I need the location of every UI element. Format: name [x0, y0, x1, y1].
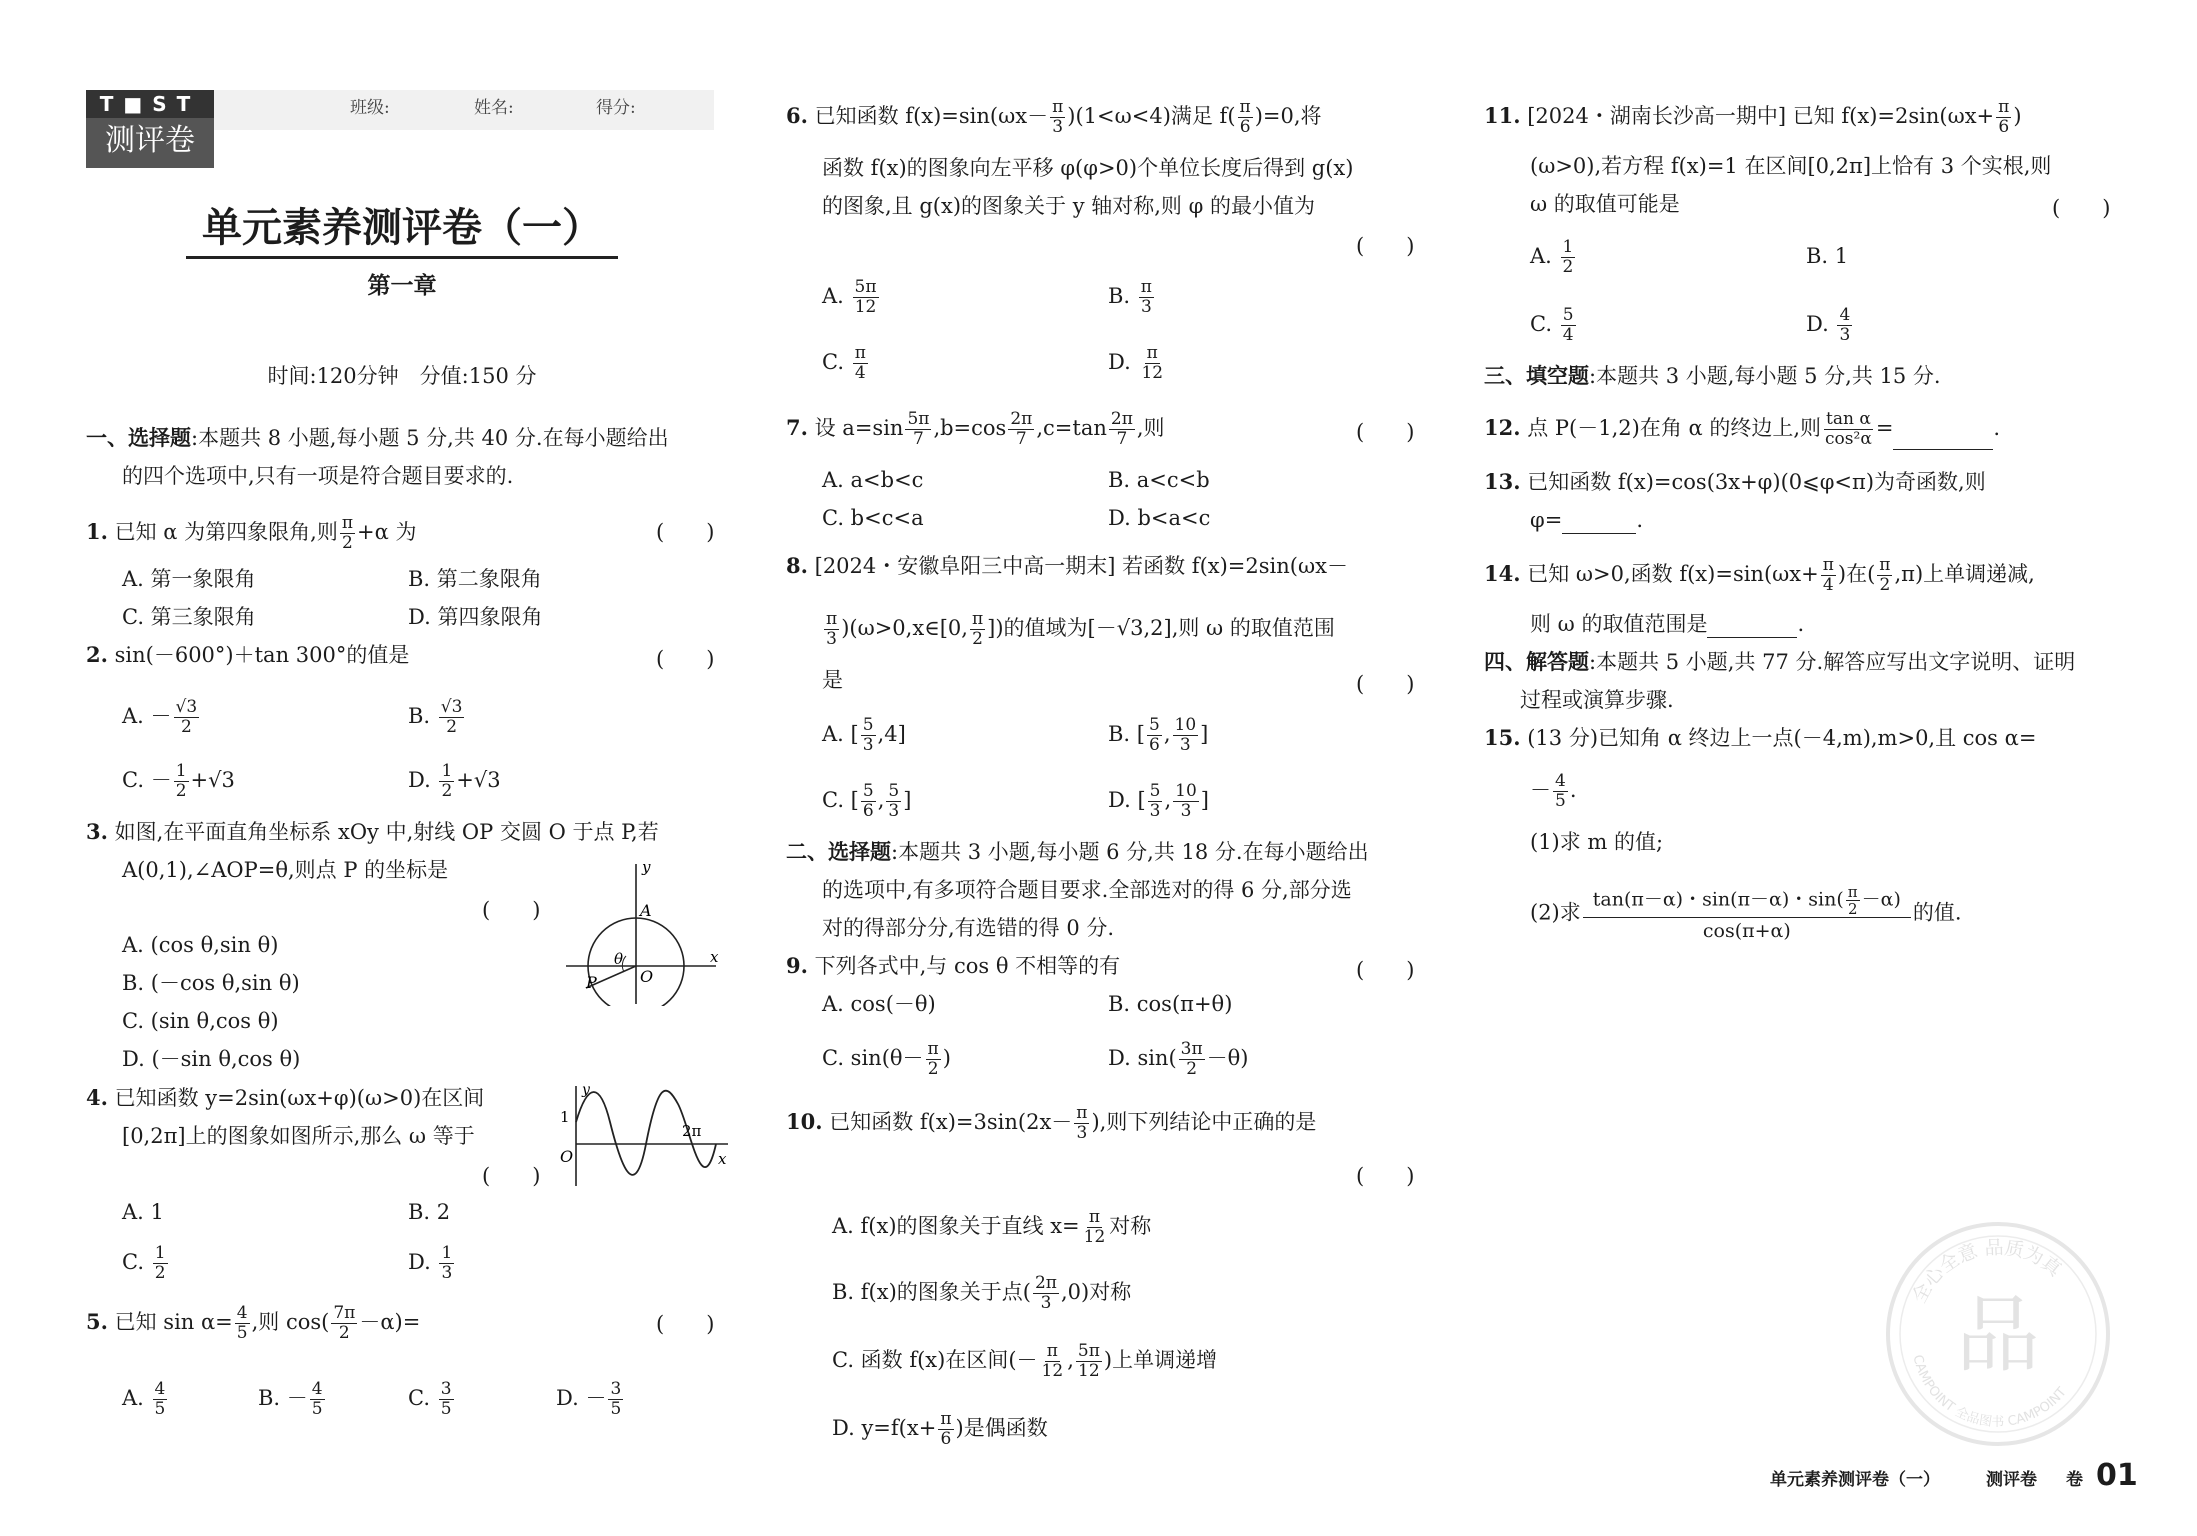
q10-option-d[interactable]: D. y=f(x+ $\frac{\pi}{6}$ )是偶函数: [832, 1409, 1048, 1449]
q2-answer-paren[interactable]: ( ): [656, 647, 715, 671]
q7-stem: 7. 设 a=sin $\frac{5\pi}{7}$ ,b=cos $\frac{2\pi}{7}$ ,c=tan $\frac{2\pi}{7}$ ,则: [786, 409, 1165, 449]
q3-fig-label-x: x: [710, 948, 719, 966]
q6-option-d[interactable]: D. $\frac{\pi}{12}$: [1108, 343, 1164, 383]
q5-option-a[interactable]: A. $\frac{4}{5}$: [122, 1379, 166, 1419]
q5-option-d[interactable]: D. － $\frac{3}{5}$: [556, 1379, 622, 1419]
q7-answer-paren[interactable]: ( ): [1356, 420, 1415, 444]
q2-option-a[interactable]: A. － $\frac{√3}{2}$: [122, 697, 198, 737]
q8-option-c[interactable]: C. [ $\frac{5}{6}$ , $\frac{5}{3}$ ]: [822, 781, 912, 821]
q8-stem-line2: $\frac{\pi}{3}$ )(ω>0,x∈[0, $\frac{\pi}{2}$ ])的值域为[－√3,2],则 ω 的取值范围: [826, 609, 1335, 649]
q5-option-b[interactable]: B. － $\frac{4}{5}$: [258, 1379, 323, 1419]
q14-answer-blank[interactable]: [1707, 618, 1797, 638]
section-2-text-line2: 的选项中,有多项符合题目要求.全部选对的得 6 分,部分选: [822, 878, 1352, 902]
q4-answer-paren[interactable]: ( ): [482, 1164, 541, 1188]
q14-stem-line1: 14. 已知 ω>0,函数 f(x)=sin(ωx+ $\frac{\pi}{4}$ )在( $\frac{\pi}{2}$ ,π)上单调递减,: [1484, 555, 2035, 595]
q6-option-c[interactable]: C. $\frac{\pi}{4}$: [822, 343, 866, 383]
q11-stem-line1: 11. [2024・湖南长沙高一期中] 已知 f(x)=2sin(ωx+ $\frac{\pi}{6}$ ): [1484, 97, 2022, 137]
header-logo: [86, 90, 214, 168]
q4-stem-line2: [0,2π]上的图象如图所示,那么 ω 等于: [122, 1124, 475, 1148]
q10-stem: 10. 已知函数 f(x)=3sin(2x－ $\frac{\pi}{3}$ ),则下列结论中正确的是: [786, 1103, 1317, 1143]
q9-option-a[interactable]: A. cos(－θ): [822, 992, 936, 1016]
q3-fig-label-theta: θ: [614, 950, 624, 968]
q11-answer-paren[interactable]: ( ): [2052, 196, 2111, 220]
q11-stem-line3: ω 的取值可能是: [1530, 192, 1680, 216]
class-label: 班级:: [350, 98, 390, 118]
q8-stem-line1: 8. [2024・安徽阜阳三中高一期末] 若函数 f(x)=2sin(ωx－: [786, 553, 1348, 578]
q3-fig-label-o: O: [640, 967, 654, 986]
q9-option-b[interactable]: B. cos(π+θ): [1108, 992, 1233, 1016]
q4-sine-graph-figure: [556, 1082, 732, 1188]
page-title: 单元素养测评卷（一）: [186, 200, 618, 259]
q15-expression: tan(π－α)・sin(π－α)・sin( $\frac{\pi}{2}$ －α) cos(π+α): [1583, 884, 1911, 944]
q3-option-a[interactable]: A. (cos θ,sin θ): [122, 933, 279, 957]
q11-option-b[interactable]: B. 1: [1806, 244, 1849, 268]
q10-option-a[interactable]: A. f(x)的图象关于直线 x= $\frac{\pi}{12}$ 对称: [832, 1207, 1152, 1247]
q1-option-c[interactable]: C. 第三象限角: [122, 605, 256, 629]
q2-option-c[interactable]: C. － $\frac{1}{2}$ +√3: [122, 761, 235, 801]
q10-option-b[interactable]: B. f(x)的图象关于点( $\frac{2\pi}{3}$ ,0)对称: [832, 1273, 1132, 1313]
q1-option-d[interactable]: D. 第四象限角: [408, 605, 543, 629]
q7-option-c[interactable]: C. b<c<a: [822, 506, 924, 530]
q9-option-c[interactable]: C. sin(θ－ $\frac{\pi}{2}$ ): [822, 1039, 951, 1079]
q11-option-c[interactable]: C. $\frac{5}{4}$: [1530, 305, 1574, 345]
stamp-bottom-text: CAMPOINT 全品图书 CAMPOINT: [1909, 1353, 2070, 1431]
q8-answer-paren[interactable]: ( ): [1356, 672, 1415, 696]
q6-stem-line2: 函数 f(x)的图象向左平移 φ(φ>0)个单位长度后得到 g(x): [822, 156, 1354, 180]
q11-stem-line2: (ω>0),若方程 f(x)=1 在区间[0,2π]上恰有 3 个实根,则: [1530, 154, 2052, 178]
section-1-text: 的四个选项中,只有一项是符合题目要求的.: [122, 464, 514, 488]
time-info: 时间:120分钟 分值:150 分: [267, 364, 537, 388]
q11-option-d[interactable]: D. $\frac{4}{3}$: [1806, 305, 1851, 345]
q1-answer-paren[interactable]: ( ): [656, 520, 715, 544]
q9-answer-paren[interactable]: ( ): [1356, 958, 1415, 982]
q3-stem-line1: 3. 如图,在平面直角坐标系 xOy 中,射线 OP 交圆 O 于点 P,若: [86, 819, 659, 844]
q5-stem: 5. 已知 sin α= $\frac{4}{5}$ ,则 cos( $\frac{7\pi}{2}$ －α)=: [86, 1303, 421, 1343]
q13-stem-line2: φ= .: [1530, 508, 1643, 532]
q2-option-d[interactable]: D. $\frac{1}{2}$ +√3: [408, 761, 501, 801]
q7-option-d[interactable]: D. b<a<c: [1108, 506, 1211, 530]
logo-top-band: T■ST: [86, 90, 214, 118]
section-2-text-line3: 对的得部分分,有选错的得 0 分.: [822, 916, 1115, 940]
q3-option-b[interactable]: B. (－cos θ,sin θ): [122, 971, 300, 995]
q9-stem: 9. 下列各式中,与 cos θ 不相等的有: [786, 953, 1121, 978]
q4-option-d[interactable]: D. $\frac{1}{3}$: [408, 1243, 453, 1283]
footer-logo: 测评卷: [1986, 1470, 2037, 1490]
q12-answer-blank[interactable]: [1893, 430, 1993, 450]
stamp-center-glyph: 品: [1955, 1286, 2041, 1384]
q6-answer-paren[interactable]: ( ): [1356, 234, 1415, 258]
q14-stem-line2: 则 ω 的取值范围是 .: [1530, 612, 1805, 636]
q4-stem-line1: 4. 已知函数 y=2sin(ωx+φ)(ω>0)在区间: [86, 1085, 485, 1110]
q7-option-a[interactable]: A. a<b<c: [822, 468, 924, 492]
section-4-text-line2: 过程或演算步骤.: [1520, 688, 1674, 712]
q2-stem: 2. sin(－600°)＋tan 300°的值是: [86, 642, 410, 667]
q4-option-b[interactable]: B. 2: [408, 1200, 451, 1224]
q7-option-b[interactable]: B. a<c<b: [1108, 468, 1210, 492]
q3-fig-label-a: A: [640, 901, 652, 920]
q1-option-b[interactable]: B. 第二象限角: [408, 567, 542, 591]
watermark-stamp: [1882, 1218, 2114, 1450]
q10-answer-paren[interactable]: ( ): [1356, 1164, 1415, 1188]
q10-option-c[interactable]: C. 函数 f(x)在区间(－ $\frac{\pi}{12}$ , $\frac{5\pi}{12}$ )上单调递增: [832, 1341, 1218, 1381]
q3-option-c[interactable]: C. (sin θ,cos θ): [122, 1009, 279, 1033]
q4-fig-label-y: y: [582, 1082, 590, 1098]
section-2-heading: 二、选择题:本题共 3 小题,每小题 6 分,共 18 分.在每小题给出: [786, 839, 1369, 864]
section-4-heading: 四、解答题:本题共 5 小题,共 77 分.解答应写出文字说明、证明: [1484, 649, 2076, 674]
q6-stem-line1: 6. 已知函数 f(x)=sin(ωx－ $\frac{\pi}{3}$ )(1<ω<4)满足 f( $\frac{\pi}{6}$ )=0,将: [786, 97, 1322, 137]
logo-bottom: 测评卷: [86, 118, 214, 164]
page-number: 01: [2096, 1458, 2138, 1493]
q6-option-a[interactable]: A. $\frac{5\pi}{12}$: [822, 277, 877, 317]
q3-fig-label-y: y: [642, 858, 651, 876]
footer-title: 单元素养测评卷（一）: [1770, 1470, 1940, 1490]
chapter-title: 第一章: [367, 273, 437, 299]
q15-part-2: (2)求 tan(π－α)・sin(π－α)・sin( $\frac{\pi}{2}$ －α) cos(π+α) 的值.: [1530, 883, 1962, 942]
q3-fig-label-p: P: [586, 973, 597, 992]
q13-answer-blank[interactable]: [1562, 514, 1636, 534]
q4-option-c[interactable]: C. $\frac{1}{2}$: [122, 1243, 166, 1283]
name-label: 姓名:: [474, 98, 514, 118]
q4-option-a[interactable]: A. 1: [122, 1200, 164, 1224]
q15-part-1: (1)求 m 的值;: [1530, 830, 1664, 854]
footer-volume: 卷: [2066, 1470, 2083, 1490]
q4-fig-label-x: x: [718, 1150, 727, 1168]
q1-stem: 1. 已知 α 为第四象限角,则 $\frac{\pi}{2}$ +α 为: [86, 513, 417, 553]
q8-stem-line3: 是: [822, 668, 843, 692]
q5-option-c[interactable]: C. $\frac{3}{5}$: [408, 1379, 452, 1419]
q3-answer-paren[interactable]: ( ): [482, 898, 541, 922]
q4-fig-label-o: O: [560, 1147, 574, 1166]
q12-stem: 12. 点 P(－1,2)在角 α 的终边上,则 $\frac{\text{tan α}}{\text{cos²α}}$ = .: [1484, 409, 2001, 449]
header-bar: [214, 90, 714, 130]
q8-option-d[interactable]: D. [ $\frac{5}{3}$ , $\frac{10}{3}$ ]: [1108, 781, 1209, 821]
q4-fig-label-2pi: 2π: [682, 1122, 702, 1140]
stamp-top-text: 全心全意 品质为真: [1908, 1236, 2066, 1307]
q1-frac: $\frac{\pi}{2}$: [341, 513, 354, 553]
q6-stem-line3: 的图象,且 g(x)的图象关于 y 轴对称,则 φ 的最小值为: [822, 194, 1315, 218]
q3-unit-circle-figure: [556, 856, 726, 1006]
q1-option-a[interactable]: A. 第一象限角: [122, 567, 256, 591]
q6-option-b[interactable]: B. $\frac{\pi}{3}$: [1108, 277, 1152, 317]
score-label: 得分:: [596, 98, 636, 118]
q2-option-b[interactable]: B. $\frac{√3}{2}$: [408, 697, 463, 737]
q15-stem-line2: － $\frac{4}{5}$ .: [1530, 771, 1577, 811]
q3-option-d[interactable]: D. (－sin θ,cos θ): [122, 1047, 301, 1071]
q8-option-a[interactable]: A. [ $\frac{5}{3}$ ,4]: [822, 715, 906, 755]
section-1-heading: 一、选择题:本题共 8 小题,每小题 5 分,共 40 分.在每小题给出: [86, 425, 669, 450]
q8-option-b[interactable]: B. [ $\frac{5}{6}$ , $\frac{10}{3}$ ]: [1108, 715, 1209, 755]
q5-answer-paren[interactable]: ( ): [656, 1312, 715, 1336]
q3-stem-line2: A(0,1),∠AOP=θ,则点 P 的坐标是: [122, 858, 449, 882]
q4-fig-label-one: 1: [560, 1108, 570, 1126]
section-3-heading: 三、填空题:本题共 3 小题,每小题 5 分,共 15 分.: [1484, 363, 1941, 388]
q13-stem-line1: 13. 已知函数 f(x)=cos(3x+φ)(0⩽φ<π)为奇函数,则: [1484, 469, 1986, 494]
q11-option-a[interactable]: A. $\frac{1}{2}$: [1530, 237, 1574, 277]
q9-option-d[interactable]: D. sin( $\frac{3\pi}{2}$ －θ): [1108, 1039, 1249, 1079]
q15-stem-line1: 15. (13 分)已知角 α 终边上一点(－4,m),m>0,且 cos α=: [1484, 725, 2037, 750]
